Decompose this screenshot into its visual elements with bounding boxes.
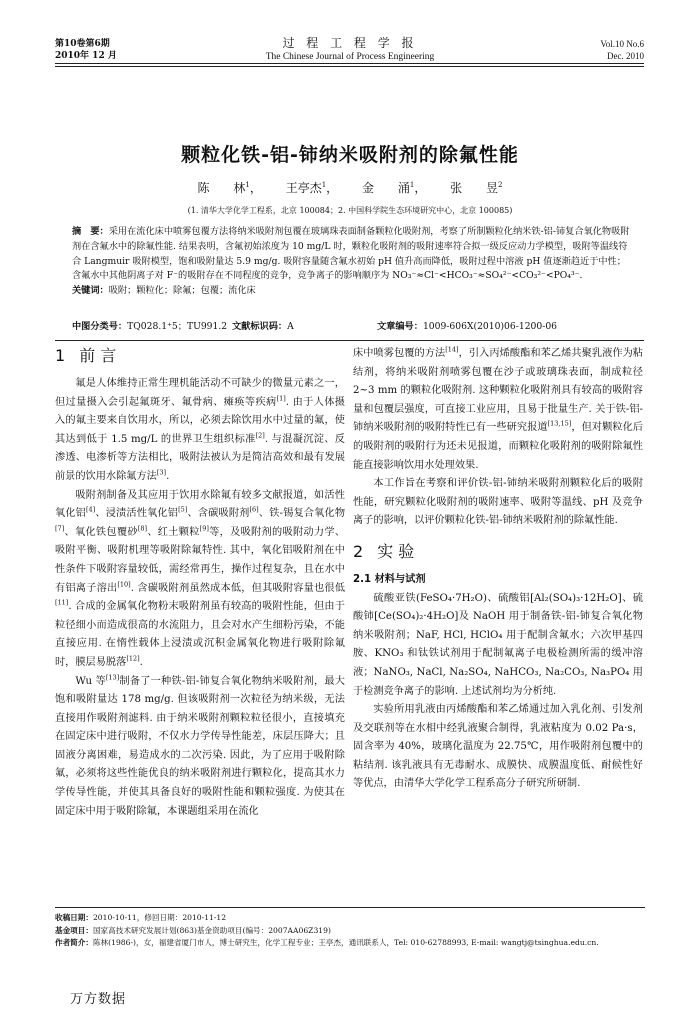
keywords-label: 关键词：	[72, 285, 109, 297]
journal-name-en: The Chinese Journal of Process Engineering	[265, 52, 435, 62]
article-number: 文章编号：1009-606X(2010)06-1200-06	[377, 321, 558, 332]
author: 张 昱$^2$	[450, 181, 503, 195]
journal-name	[200, 36, 500, 63]
abstract-label: 摘 要：	[72, 226, 109, 237]
issue-info	[55, 38, 117, 62]
paragraph: 硫酸亚铁(FeSO₄·7H₂O)、硫酸铝[Al₂(SO₄)₃·12H₂O]、硫酸铈[Ce(SO₄)₂·4H₂O]及 NaOH 用于制备铁-铝-铈复合氧化物纳米吸附剂；NaF, HCl, HClO₄ 用于配制含氟水；六次甲基四胺、KNO₃ 和钛铁试剂用于配制氟离子电极检测所需的缓冲溶液；NaNO₃, NaCl, Na₂SO₄, NaHCO₃, Na₂CO₃, Na₃PO₄ 用于检测竞争离子的影响. 上述试剂均为分析纯.	[353, 592, 643, 697]
funding: 基金项目：国家高技术研究发展计划(863)基金资助项目(编号：2007AA06Z319)	[55, 925, 331, 935]
author: 王亭杰$^1$，	[285, 181, 339, 195]
paragraph: 吸附剂制备及其应用于饮用水除氟有较多文献报道，如活性氧化铝[4]、浸渍活性氧化铝[5]、含碳吸附剂[6]、铁-锡复合氧化物[7]、氧化铁包覆砂[8]、红土颗粒[9]等，及吸附剂的吸附动力学、吸附平衡、吸附机理等吸附除氟特性. 其中，氧化铝吸附剂在中性条件下吸附容量较低，需经常再生，操作过程复杂，且在水中有铝离子溶出[10]. 含碳吸附剂虽然成本低，但其吸附容量也很低[11]. 合成的金属氧化物粉末吸附剂虽有较高的吸附性能，但由于粒径细小而造成很高的水流阻力，且会对水产生细粉污染，不能直接应用. 在惰性载体上浸渍或沉积金属氧化物进行吸附除氟时，膜层易脱落[12].	[55, 489, 346, 668]
affiliation: (1. 清华大学化学工程系，北京 100084；2. 中国科学院生态环境研究中心，北京 100085)	[187, 206, 513, 215]
subsection-heading: 2.1 材料与试剂	[353, 573, 426, 585]
received-date: 收稿日期：2010-10-11，修回日期：2010-11-12	[55, 913, 227, 922]
paragraph: 实验所用乳液由丙烯酸酯和苯乙烯通过加入乳化剂、引发剂及交联剂等在水相中经乳液聚合制得，乳液粘度为 0.02 Pa·s，固含率为 40%，玻璃化温度为 22.75℃，用作吸附剂包覆中的粘结剂. 该乳液具有无毒耐水、成膜快、成膜温度低、耐候性好等优点，由清华大学化学工程系高分子研究所研制.	[353, 704, 643, 790]
section-heading-intro: 1 前 言	[55, 346, 117, 365]
section-heading-experiment: 2 实 验	[353, 541, 415, 561]
paper-title: 颗粒化铁-铝-铈纳米吸附剂的除氟性能	[181, 144, 519, 166]
abstract	[72, 225, 632, 299]
abstract-text: 采用在流化床中喷雾包覆方法将纳米吸附剂包覆在玻璃珠表面制备颗粒化吸附剂，考察了所制颗粒化纳米铁-铝-铈复合氧化物吸附剂在含氟水中的除氟性能. 结果表明，含氟初始浓度为 10 mg/L 时，颗粒化吸附剂的吸附速率符合拟一级反应动力学模型，吸附等温线符合 Langmuir 吸附模型，饱和吸附量达 5.9 mg/g. 吸附容量随含氟水初始 pH 值升高而降低，吸附过程中溶液 pH 值逐渐趋近于中性；含氟水中其他阴离子对 F⁻的吸附存在不同程度的竞争，竞争离子的影响顺序为 NO₃⁻≈Cl⁻<HCO₃⁻≈SO₄²⁻<CO₃²⁻<PO₄³⁻.	[72, 226, 630, 282]
header-rule	[55, 63, 644, 64]
journal-name-cn: 过 程 工 程 学 报	[282, 36, 418, 50]
wanfang-watermark: 万方数据	[70, 992, 127, 1007]
doc-code: 文献标识码：A	[232, 321, 294, 332]
left-column	[55, 345, 345, 821]
issue-date: 2010年 12 月	[55, 51, 117, 61]
clc-value: TQ028.1⁺5；TU991.2	[127, 321, 228, 332]
keywords	[72, 284, 632, 299]
issue-number: 第10卷第6期	[55, 39, 110, 49]
author-list	[0, 179, 700, 196]
classification-line	[72, 320, 632, 334]
clc-label: 中图分类号：	[72, 321, 128, 332]
paragraph: 氟是人体维持正常生理机能活动不可缺少的微量元素之一，但过量摄入会引起氟斑牙、氟骨病、瘫痪等疾病[1]. 由于人体摄入的氟主要来自饮用水，所以，必须去除饮用水中过量的氟，使其达到低于 1.5 mg/L 的世界卫生组织标准[2]. 与混凝沉淀、反渗透、电渗析等方法相比，吸附法被认为是简洁高效和最有发展前景的饮用水除氟方法[3].	[55, 378, 345, 482]
footnote-rule	[55, 907, 645, 908]
keywords-text: 吸附；颗粒化；除氟；包覆；流化床	[108, 285, 256, 297]
right-column	[353, 345, 643, 794]
author-bio: 作者简介：陈林(1986-)，女，福建省厦门市人，博士研究生，化学工程专业；王亭杰，通讯联系人，Tel: 010-62788993, E-mail: wangtj@tsinghua.edu.cn.	[55, 938, 599, 947]
paragraph: 本工作旨在考察和评价铁-铝-铈纳米吸附剂颗粒化后的吸附性能，研究颗粒化吸附剂的吸附速率、吸附等温线、pH 及竞争离子的影响，以评价颗粒化铁-铝-铈纳米吸附剂的除氟性能.	[353, 478, 643, 527]
footnotes	[55, 912, 645, 950]
header-rule-2	[55, 66, 644, 67]
volume-info	[600, 38, 644, 62]
author: 陈 林$^1$，	[197, 181, 262, 195]
volume-number: Vol.10 No.6	[600, 39, 644, 49]
volume-date: Dec. 2010	[607, 51, 644, 61]
paragraph: 床中喷雾包覆的方法[14]，引入丙烯酸酯和苯乙烯共聚乳液作为粘结剂，将纳米吸附剂喷雾包覆在沙子或玻璃珠表面，制成粒径 2~3 mm 的颗粒化吸附剂. 这种颗粒化吸附剂具有较高的吸附容量和包覆层强度，可直接工业应用，且易于批量生产. 关于铁-铝-铈纳米吸附剂的吸附特性已有一些研究报道[13,15]，但对颗粒化后的吸附剂的吸附行为还未见报道，而颗粒化吸附剂的吸附除氟性能直接影响饮用水处理效果.	[353, 345, 644, 471]
author: 金 涌$^1$，	[362, 181, 427, 195]
paragraph: Wu 等[13]制备了一种铁-铝-铈复合氧化物纳米吸附剂，最大饱和吸附量达 178 mg/g. 但该吸附剂一次粒径为纳米级，无法直接用作吸附剂滤料. 由于纳米吸附剂颗粒粒径很小，直接填充在固定床中进行吸附，不仅水力学传导性能差，床层压降大；且固液分离困难，易造成水的二次污染. 因此，为了应用于吸附除氟，必须将这些性能优良的纳米吸附剂进行颗粒化，提高其水力学传导性能，并使其具备良好的吸附性能和颗粒强度. 为使其在固定床中用于吸附除氟，本课题组采用在流化	[55, 673, 345, 817]
abstract-rule	[55, 340, 644, 341]
